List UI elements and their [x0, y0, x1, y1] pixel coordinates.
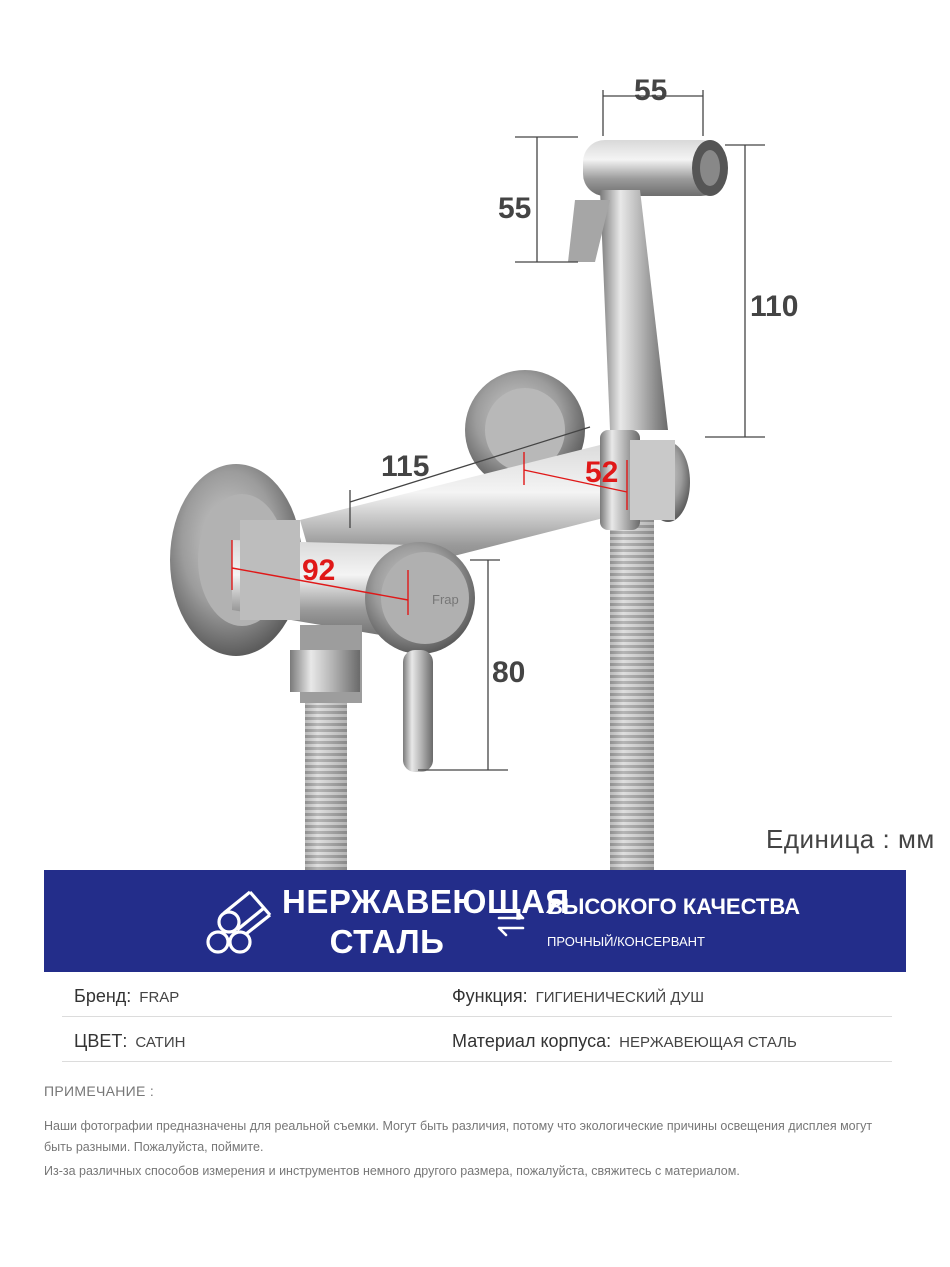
brand-mark: Frap: [432, 592, 459, 607]
left-hose: [305, 700, 347, 870]
note-line2: Из-за различных способов измерения и инструментов немного другого размера, пожалуйста, свяжитесь с материалом.: [44, 1164, 740, 1178]
unit-label: Единица : мм: [766, 824, 935, 854]
note-line1: Наши фотографии предназначены для реальной съемки. Могут быть различия, потому что экологические причины освещения дисплея могут быть разными. Пожалуйста, поймите.: [44, 1119, 873, 1154]
spec-value: САТИН: [135, 1034, 186, 1051]
banner-line2: СТАЛЬ: [329, 923, 445, 960]
dim-valve-length: 92: [302, 554, 336, 587]
spec-row: [62, 972, 892, 1017]
spec-material: [452, 1031, 797, 1052]
hand-shower: [568, 140, 728, 430]
spec-label: Материал корпуса:: [452, 1031, 612, 1051]
banner-sub: ПРОЧНЫЙ/КОНСЕРВАНТ: [547, 934, 705, 949]
right-hose: [610, 520, 654, 870]
spec-label: ЦВЕТ:: [74, 1031, 128, 1051]
dim-head-height: 55: [498, 192, 532, 225]
spec-function: [452, 986, 704, 1007]
spec-row: [62, 1017, 892, 1062]
note-title: ПРИМЕЧАНИЕ :: [44, 1083, 155, 1099]
spec-brand: [74, 986, 179, 1007]
dim-holder-width: 52: [585, 456, 619, 489]
spec-value: ГИГИЕНИЧЕСКИЙ ДУШ: [535, 989, 704, 1006]
lever: [403, 650, 433, 772]
material-banner: [44, 870, 906, 972]
dim-pipe-length: 115: [381, 450, 430, 483]
dim-top-width: 55: [634, 74, 668, 107]
banner-title: [282, 882, 570, 962]
spec-color: [74, 1031, 185, 1052]
spec-value: НЕРЖАВЕЮЩАЯ СТАЛЬ: [619, 1034, 797, 1051]
swap-arrows-icon: [494, 906, 528, 940]
spec-label: Функция:: [452, 986, 528, 1006]
inlet-fitting: [290, 625, 362, 703]
spec-table: [62, 972, 892, 1062]
banner-line1: НЕРЖАВЕЮЩАЯ: [282, 883, 570, 920]
spec-value: FRAP: [139, 989, 180, 1006]
spec-label: Бренд:: [74, 986, 132, 1006]
dim-handle-length: 110: [750, 290, 799, 323]
pipes-icon: [204, 886, 276, 958]
dim-lever-height: 80: [492, 656, 526, 689]
banner-quality: ВЫСОКОГО КАЧЕСТВА: [547, 894, 801, 919]
